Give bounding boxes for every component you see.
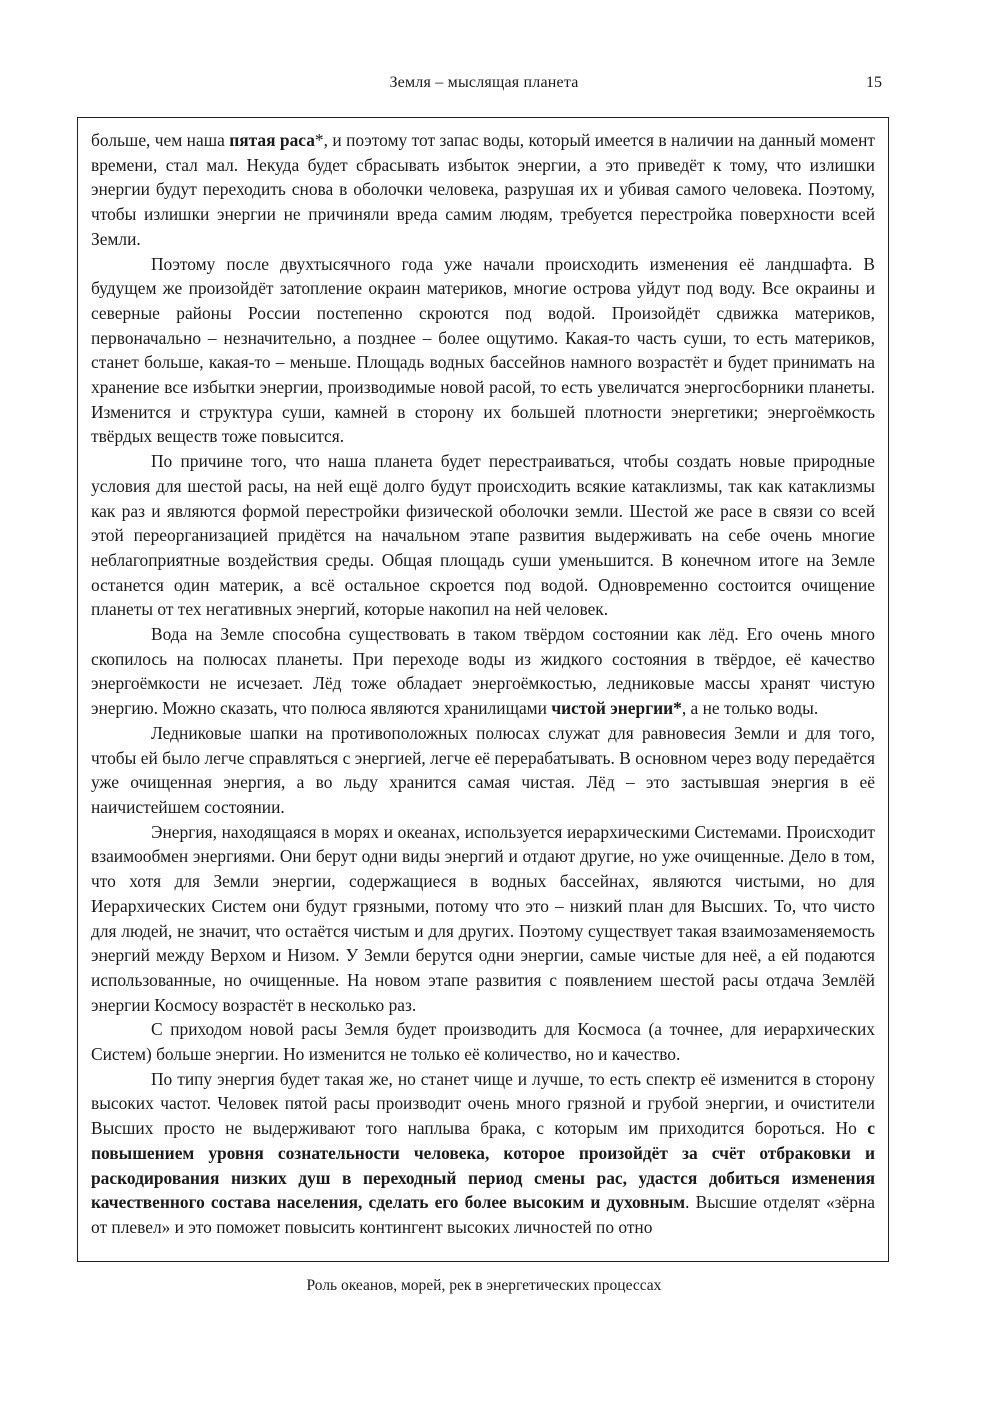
text-frame (77, 117, 889, 1262)
paragraph-5 (91, 721, 875, 820)
running-footer: Роль океанов, морей, рек в энергетических процессах (306, 1277, 662, 1294)
paragraph-text: Ледниковые шапки на противоположных полюсах служат для равновесия Земли и для того, чтобы ей было легче справляться с энергией, легче её перерабатывать. В основном через воду передаётся уже очищенная энергия, а во льду хранится самая чистая. Лёд – это застывшая энергия в её наичистейшем состоянии. (91, 722, 875, 817)
paragraph-3 (91, 449, 875, 622)
paragraph-text: С приходом новой расы Земля будет производить для Космоса (а точнее, для иерархических Систем) больше энергии. Но изменится не только её количество, но и качество. (91, 1019, 875, 1065)
paragraph-text: . Высшие отделят «зёрна от плевел» и это поможет повысить контингент высоких личностей по отно (91, 1192, 875, 1237)
paragraph-6 (91, 820, 875, 1018)
bold-phrase: с повышением уровня сознательности человека, которое произойдёт за счёт отбраковки и раскодирования низких душ в переходный период смены рас, удастся добиться изменения качественного состава населения, сделать его более высоким и духовным (91, 1118, 875, 1213)
bold-phrase: пятая раса (229, 130, 315, 150)
paragraph-text: *, и поэтому тот запас воды, который имеется в наличии на данный момент времени, стал мал. Некуда будет сбрасывать избыток энергии, а это приведёт к тому, что излишки энергии будут переходить снова в оболочки человека, разрушая их и убивая самого человека. Поэтому, чтобы излишки энергии не причиняли вреда самим людям, требуется перестройка поверхности всей Земли. (91, 130, 875, 249)
page-number: 15 (866, 74, 882, 91)
paragraph-text: больше, чем наша (91, 130, 230, 150)
bold-phrase: чистой энергии* (551, 698, 682, 719)
paragraph-text: Вода на Земле способна существовать в таком твёрдом состоянии как лёд. Его очень много скопилось на полюсах планеты. При переходе воды из жидкого состояния в твёрдое, её качество энергоёмкости не исчезает. Лёд тоже обладает энергоёмкостью, ледниковые массы хранят чистую энергию. Можно сказать, что полюса являются хранилищами (91, 624, 875, 719)
paragraph-text: , а не только воды. (681, 698, 819, 719)
running-header (80, 74, 888, 96)
paragraph-8 (91, 1067, 875, 1240)
header-title: Земля – мыслящая планета (389, 74, 579, 91)
paragraph-text: Поэтому после двухтысячного года уже начали происходить изменения её ландшафта. В будущем же произойдёт затопление окраин материков, многие острова уйдут под воду. Все окраины и северные районы России постепенно скроются под водой. Произойдёт сдвижка материков, первоначально – незначительно, а позднее – более ощутимо. Какая-то часть суши, то есть материков, станет больше, какая-то – меньше. Площадь водных бассейнов намного возрастёт и будет принимать на хранение все избытки энергии, производимые новой расой, то есть увеличатся энергосборники планеты. Изменится и структура суши, камней в сторону их большей плотности энергетики; энергоёмкость твёрдых веществ тоже повысится. (91, 253, 875, 447)
paragraph-text: По причине того, что наша планета будет перестраиваться, чтобы создать новые природные условия для шестой расы, на ней ещё долго будут происходить всякие катаклизмы, так как катаклизмы как раз и являются формой перестройки физической оболочки земли. Шестой же расе в связи со всей этой переорганизацией придётся на начальном этапе развития выдерживать на себе очень многие неблагоприятные воздействия среды. Общая площадь суши уменьшится. В конечном итоге на Земле останется один материк, а всё остальное скроется под водой. Одновременно состоится очищение планеты от тех негативных энергий, которые накопил на ней человек. (91, 451, 875, 620)
paragraph-2 (91, 252, 875, 450)
paragraph-7 (91, 1017, 875, 1066)
paragraph-text: По типу энергия будет такая же, но станет чище и лучше, то есть спектр её изменится в сторону высоких частот. Человек пятой расы производит очень много грязной и грубой энергии, и очистители Высших просто не выдерживают того наплыва брака, с которым им приходится бороться. Но (91, 1068, 875, 1139)
paragraph-text: Энергия, находящаяся в морях и океанах, используется иерархическими Системами. Происходит взаимообмен энергиями. Они берут одни виды энергий и отдают другие, но уже очищенные. Дело в том, что хотя для Земли энергии, содержащиеся в водных бассейнах, являются чистыми, но для Иерархических Систем они будут грязными, потому что это – низкий план для Высших. То, что чисто для людей, не значит, что остаётся чистым и для других. Поэтому существует такая взаимозаменяемость энергий между Верхом и Низом. У Земли берутся одни энергии, самые чистые для неё, а ей подаются использованные, но очищенные. На новом этапе развития с появлением шестой расы отдача Землёй энергии Космосу возрастёт в несколько раз. (91, 821, 875, 1015)
paragraph-1 (91, 128, 875, 252)
paragraph-4 (91, 622, 875, 721)
